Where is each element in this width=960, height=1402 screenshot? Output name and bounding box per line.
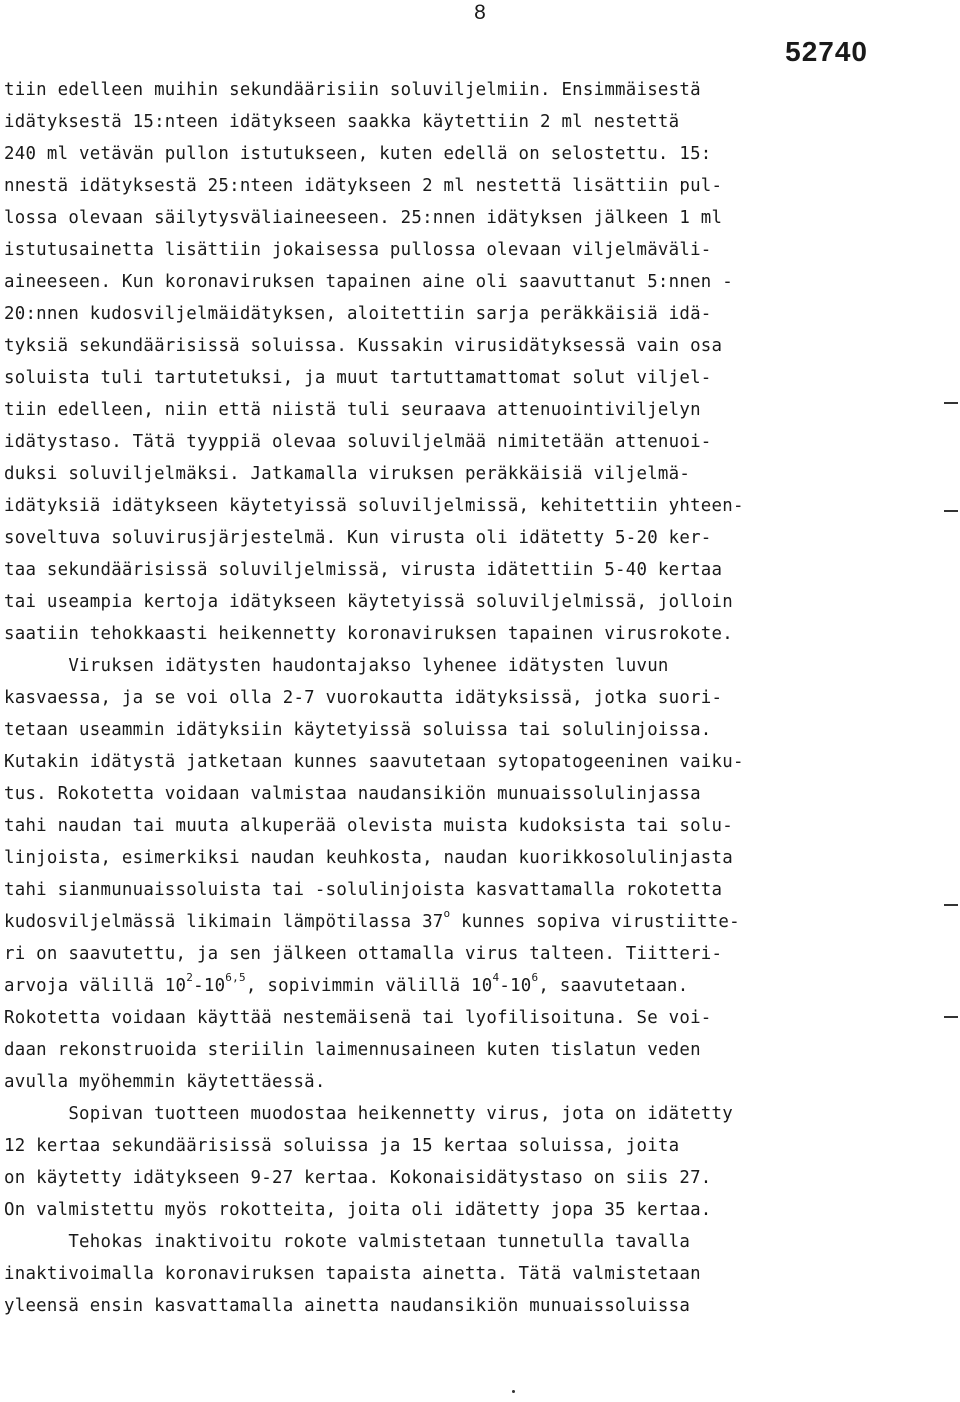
text-line: 20:nnen kudosviljelmäidätyksen, aloitettiin sarja peräkkäisiä idä-: [4, 304, 712, 324]
text-line: kasvaessa, ja se voi olla 2-7 vuorokautta idätyksissä, jotka suori-: [4, 688, 723, 708]
text-line: tyksiä sekundäärisissä soluissa. Kussakin virusidätyksessä vain osa: [4, 336, 723, 356]
text-line: Viruksen idätysten haudontajakso lyhenee idätysten luvun: [4, 656, 669, 676]
margin-mark: [944, 510, 958, 512]
exponent: 6,5: [225, 971, 246, 985]
text-line: yleensä ensin kasvattamalla ainetta naudansikiön munuaissoluissa: [4, 1296, 691, 1316]
text-line: tus. Rokotetta voidaan valmistaa naudansikiön munuaissolulinjassa: [4, 784, 701, 804]
exponent: 4: [492, 971, 500, 985]
text-line: Tehokas inaktivoitu rokote valmistetaan tunnetulla tavalla: [4, 1232, 691, 1252]
text-line: tahi sianmunuaissoluista tai -solulinjoista kasvattamalla rokotetta: [4, 880, 723, 900]
text-line: duksi soluviljelmäksi. Jatkamalla viruksen peräkkäisiä viljelmä-: [4, 464, 691, 484]
text-line: saatiin tehokkaasti heikennetty koronaviruksen tapainen virusrokote.: [4, 624, 733, 644]
page-number: 8: [474, 1, 486, 24]
text-line: idätyksestä 15:nteen idätykseen saakka käytettiin 2 ml nestettä: [4, 112, 680, 132]
document-number: 52740: [785, 36, 868, 67]
text-line: On valmistettu myös rokotteita, joita oli idätetty jopa 35 kertaa.: [4, 1200, 712, 1220]
degree-superscript: o: [443, 907, 451, 921]
text-line: avulla myöhemmin käytettäessä.: [4, 1072, 326, 1092]
text-line: Rokotetta voidaan käyttää nestemäisenä tai lyofilisoituna. Se voi-: [4, 1008, 712, 1028]
text-line: on käytetty idätykseen 9-27 kertaa. Kokonaisidätystaso on siis 27.: [4, 1168, 712, 1188]
text-line: tetaan useammin idätyksiin käytetyissä soluissa tai solulinjoissa.: [4, 720, 712, 740]
text-line-temperature: [4, 906, 904, 938]
text-line: Kutakin idätystä jatketaan kunnes saavutetaan sytopatogeeninen vaiku-: [4, 752, 744, 772]
text-line: soluista tuli tartutetuksi, ja muut tartuttamattomat solut viljel-: [4, 368, 712, 388]
text-line: ri on saavutettu, ja sen jälkeen ottamalla virus talteen. Tiitteri-: [4, 944, 723, 964]
text-line: 12 kertaa sekundäärisissä soluissa ja 15 kertaa soluissa, joita: [4, 1136, 680, 1156]
text-line: nnestä idätyksestä 25:nteen idätykseen 2 ml nestettä lisättiin pul-: [4, 176, 723, 196]
text-line: lossa olevaan säilytysväliaineeseen. 25:nnen idätyksen jälkeen 1 ml: [4, 208, 723, 228]
text-line: idätystaso. Tätä tyyppiä olevaa soluviljelmää nimitetään attenuoi-: [4, 432, 712, 452]
text-segment: , saavutetaan.: [538, 976, 689, 996]
text-line: idätyksiä idätykseen käytetyissä soluviljelmissä, kehitettiin yhteen-: [4, 496, 744, 516]
text-line: 240 ml vetävän pullon istutukseen, kuten edellä on selostettu. 15:: [4, 144, 712, 164]
margin-mark: [944, 402, 958, 404]
text-line: linjoista, esimerkiksi naudan keuhkosta, naudan kuorikkosolulinjasta: [4, 848, 733, 868]
text-segment: kudosviljelmässä likimain lämpötilassa 37: [4, 912, 444, 932]
text-line: tiin edelleen muihin sekundäärisiin soluviljelmiin. Ensimmäisestä: [4, 80, 701, 100]
text-line: Sopivan tuotteen muodostaa heikennetty virus, jota on idätetty: [4, 1104, 733, 1124]
text-line-titer: [4, 970, 904, 1002]
text-line: istutusainetta lisättiin jokaisessa pullossa olevaan viljelmäväli-: [4, 240, 712, 260]
scan-speck: [512, 1390, 515, 1393]
text-segment: arvoja välillä 10: [4, 976, 187, 996]
exponent: 2: [186, 971, 194, 985]
text-segment: -10: [193, 976, 226, 996]
text-segment: -10: [499, 976, 532, 996]
text-segment: , sopivimmin välillä 10: [245, 976, 493, 996]
text-line: aineeseen. Kun koronaviruksen tapainen aine oli saavuttanut 5:nnen -: [4, 272, 733, 292]
text-line: daan rekonstruoida steriilin laimennusaineen kuten tislatun veden: [4, 1040, 701, 1060]
text-segment: kunnes sopiva virustiitte-: [450, 912, 740, 932]
text-line: taa sekundäärisissä soluviljelmissä, virusta idätettiin 5-40 kertaa: [4, 560, 723, 580]
exponent: 6: [531, 971, 539, 985]
text-line: tahi naudan tai muuta alkuperää olevista muista kudoksista tai solu-: [4, 816, 733, 836]
text-line: tiin edelleen, niin että niistä tuli seuraava attenuointiviljelyn: [4, 400, 701, 420]
body-text: [4, 74, 904, 1322]
text-line: tai useampia kertoja idätykseen käytetyissä soluviljelmissä, jolloin: [4, 592, 733, 612]
text-line: soveltuva soluvirusjärjestelmä. Kun virusta oli idätetty 5-20 ker-: [4, 528, 712, 548]
margin-mark: [944, 904, 958, 906]
margin-mark: [944, 1016, 958, 1018]
text-line: inaktivoimalla koronaviruksen tapaista ainetta. Tätä valmistetaan: [4, 1264, 701, 1284]
